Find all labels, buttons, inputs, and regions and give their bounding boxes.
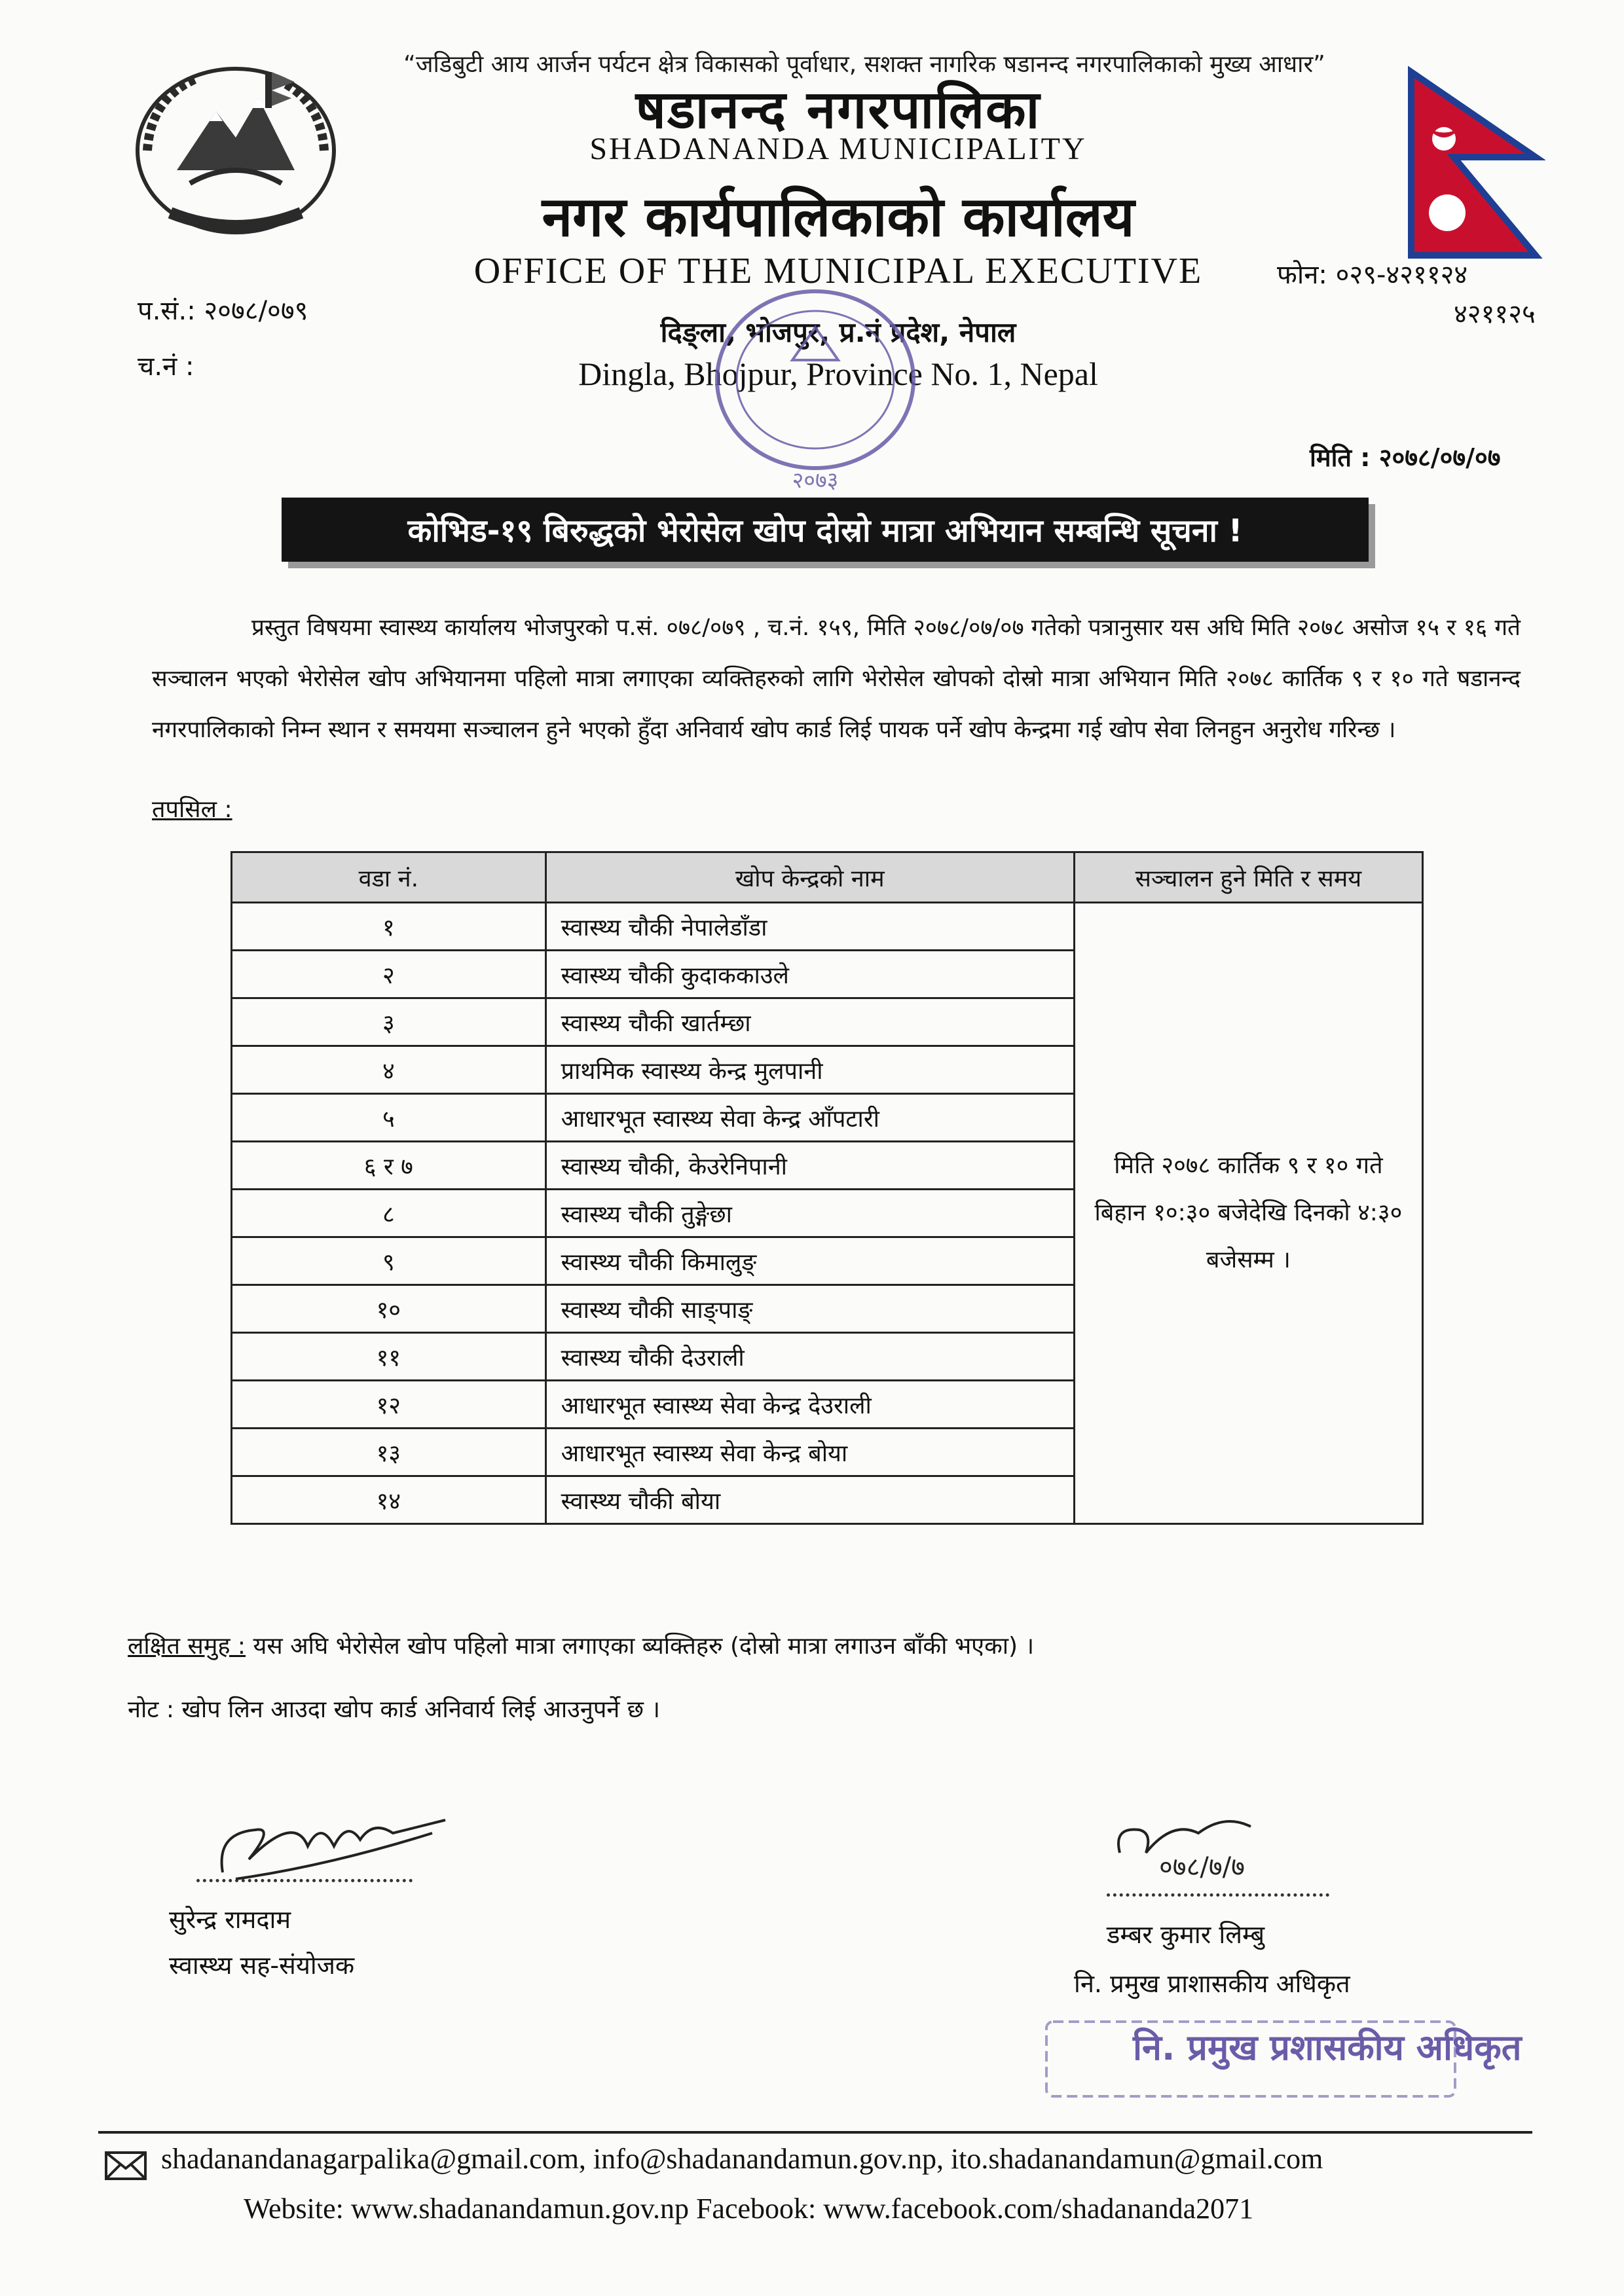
center-cell: स्वास्थ्य चौकी नेपालेडाँडा: [545, 903, 1074, 951]
details-label: तपसिल :: [152, 796, 232, 823]
municipality-name-nepali: षडानन्द नगरपालिका: [635, 79, 1041, 140]
signature-date: ०७८/७/७: [1159, 1852, 1245, 1882]
footer-website: Website: www.shadanandamun.gov.np Facebook: www.facebook.com/shadananda2071: [244, 2193, 1254, 2225]
ward-cell: ४: [232, 1046, 546, 1094]
nepal-emblem-icon: [131, 59, 341, 249]
round-office-stamp: [694, 282, 936, 498]
signatory-left-role: स्वास्थ्य सह-संयोजक: [169, 1951, 355, 1980]
ward-cell: १४: [232, 1476, 546, 1524]
signature-line-left: [196, 1879, 413, 1882]
center-cell: स्वास्थ्य चौकी तुङ्गेछा: [545, 1190, 1074, 1237]
phone-number: फोन: ०२९-४२११२४: [1277, 260, 1468, 290]
table-row: [232, 903, 1423, 951]
phone-number-2: ४२११२५: [1454, 299, 1536, 329]
reference-number: प.सं.: २०७८/०७९: [138, 296, 308, 326]
center-cell: स्वास्थ्य चौकी किमालुङ्: [545, 1237, 1074, 1285]
municipality-name-english: SHADANANDA MUNICIPALITY: [589, 132, 1087, 166]
schedule-cell: मिति २०७८ कार्तिक ९ र १० गते बिहान १०:३० बजेदेखि दिनको ४:३० बजेसम्म ।: [1074, 903, 1422, 1524]
center-cell: स्वास्थ्य चौकी बोया: [545, 1476, 1074, 1524]
target-group: [128, 1629, 1034, 1661]
center-cell: स्वास्थ्य चौकी साङ्पाङ्: [545, 1285, 1074, 1333]
header-center: खोप केन्द्रको नाम: [545, 852, 1074, 903]
ward-cell: १३: [232, 1429, 546, 1476]
signatory-right-role: नि. प्रमुख प्राशासकीय अधिकृत: [1074, 1969, 1350, 1998]
ward-cell: १२: [232, 1381, 546, 1429]
center-cell: प्राथमिक स्वास्थ्य केन्द्र मुलपानी: [545, 1046, 1074, 1094]
office-name-english: OFFICE OF THE MUNICIPAL EXECUTIVE: [473, 251, 1203, 291]
target-group-label: लक्षित समुह :: [128, 1633, 246, 1660]
ward-cell: २: [232, 951, 546, 998]
issue-date: मिति : २०७८/०७/०७: [1310, 443, 1501, 472]
tagline: “जडिबुटी आय आर्जन पर्यटन क्षेत्र विकासको पूर्वाधार, सशक्त नागरिक षडानन्द नगरपालिकाको मुख्य आधार”: [403, 51, 1325, 78]
center-cell: आधारभूत स्वास्थ्य सेवा केन्द्र देउराली: [545, 1381, 1074, 1429]
notice-title: कोभिड-१९ बिरुद्धको भेरोसेल खोप दोस्रो मात्रा अभियान सम्बन्धि सूचना !: [282, 498, 1369, 562]
designation-seal-text: नि. प्रमुख प्रशासकीय अधिकृत: [1133, 2027, 1522, 2068]
note-text: नोट : खोप लिन आउदा खोप कार्ड अनिवार्य लिई आउनुपर्ने छ ।: [128, 1696, 661, 1723]
footer-divider: [98, 2131, 1532, 2134]
center-cell: स्वास्थ्य चौकी देउराली: [545, 1333, 1074, 1381]
stamp-year: २०७३: [792, 467, 839, 494]
ward-cell: ९: [232, 1237, 546, 1285]
center-cell: स्वास्थ्य चौकी, केउरेनिपानी: [545, 1142, 1074, 1190]
nepal-flag-icon: [1401, 65, 1545, 262]
ward-cell: ६ र ७: [232, 1142, 546, 1190]
center-cell: स्वास्थ्य चौकी कुदाककाउले: [545, 951, 1074, 998]
ward-cell: ३: [232, 998, 546, 1046]
footer-emails: shadanandanagarpalika@gmail.com, info@shadanandamun.gov.np, ito.shadanandamun@gmail.com: [161, 2143, 1323, 2175]
ward-cell: १: [232, 903, 546, 951]
center-cell: आधारभूत स्वास्थ्य सेवा केन्द्र बोया: [545, 1429, 1074, 1476]
signature-right: [1107, 1794, 1316, 1886]
target-group-text: यस अघि भेरोसेल खोप पहिलो मात्रा लगाएका ब्यक्तिहरु (दोस्रो मात्रा लगाउन बाँकी भएका) ।: [246, 1633, 1035, 1660]
ward-cell: १०: [232, 1285, 546, 1333]
table-header-row: [232, 852, 1423, 903]
center-cell: स्वास्थ्य चौकी खार्तम्छा: [545, 998, 1074, 1046]
mail-icon: [105, 2151, 147, 2180]
office-name-nepali: नगर कार्यपालिकाको कार्यालय: [542, 185, 1135, 249]
header-ward: वडा नं.: [232, 852, 546, 903]
header-schedule: सञ्चालन हुने मिति र समय: [1074, 852, 1422, 903]
address-nepali: दिङ्ला, भोजपुर, प्र.नं प्रदेश, नेपाल: [660, 316, 1016, 348]
ward-cell: ११: [232, 1333, 546, 1381]
vaccination-centers-table: [231, 851, 1424, 1525]
notice-body: प्रस्तुत विषयमा स्वास्थ्य कार्यालय भोजपुरको प.सं. ०७८/०७९ , च.नं. १५९, मिति २०७८/०७/०७ गतेको पत्रानुसार यस अघि मिति २०७८ असोज १५ र १६ गते सञ्चालन भएको भेरोसेल खोप अभियानमा पहिलो मात्रा लगाएका व्यक्तिहरुको लागि भेरोसेल खोपको दोस्रो मात्रा अभियान मिति २०७८ कार्तिक ९ र १० गते षडानन्द नगरपालिकाको निम्न स्थान र समयमा सञ्चालन हुने भएको हुँदा अनिवार्य खोप कार्ड लिई पायक पर्ने खोप केन्द्रमा गई खोप सेवा लिनहुन अनुरोध गरिन्छ ।: [152, 615, 1521, 743]
dispatch-number: च.नं :: [138, 352, 194, 382]
ward-cell: ८: [232, 1190, 546, 1237]
signatory-right-name: डम्बर कुमार लिम्बु: [1107, 1920, 1265, 1949]
address-english: Dingla, Bhojpur, Province No. 1, Nepal: [578, 355, 1098, 392]
signature-line-right: [1107, 1893, 1329, 1897]
signature-left: [196, 1794, 471, 1892]
center-cell: आधारभूत स्वास्थ्य सेवा केन्द्र आँपटारी: [545, 1094, 1074, 1142]
signatory-left-name: सुरेन्द्र रामदाम: [169, 1905, 291, 1934]
ward-cell: ५: [232, 1094, 546, 1142]
